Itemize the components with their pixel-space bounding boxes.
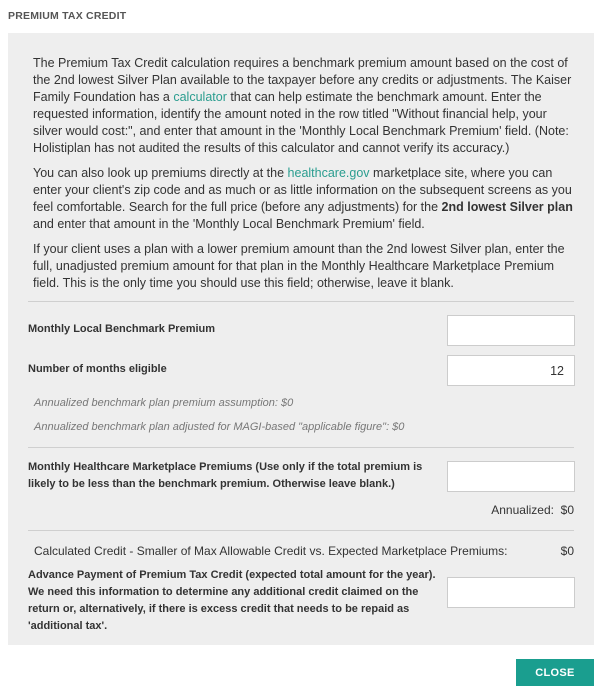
calculated-credit-value: $0 (560, 544, 574, 558)
intro-paragraph-1: The Premium Tax Credit calculation requires a benchmark premium amount based on the cost of the 2nd lowest Silver Plan available to the taxpayer before any credits or adjustments. The Kaiser Family Foundation has a calculator that can help estimate the benchmark amount. Enter the requested information, identify the amount noted in the row titled "Without financial help, your silver would cost:", and enter that amount in the 'Monthly Local Benchmark Premium' field. (Note: Holistiplan has not audited the results of this calculator and cannot verify its accuracy.) (33, 56, 572, 155)
divider (28, 447, 574, 448)
benchmark-premium-label: Monthly Local Benchmark Premium (28, 323, 216, 335)
advance-payment-input[interactable] (447, 577, 575, 608)
content-panel (8, 33, 594, 645)
close-button[interactable]: CLOSE (516, 659, 594, 686)
annualized-readout (491, 503, 574, 517)
benchmark-premium-input[interactable] (447, 315, 575, 346)
divider (28, 301, 574, 302)
calculated-credit-row (34, 544, 574, 558)
dialog-title: PREMIUM TAX CREDIT (8, 10, 127, 22)
marketplace-premiums-label: Monthly Healthcare Marketplace Premiums (Use only if the total premium is likely to be less than the benchmark premium. Otherwise leave blank.) (28, 461, 423, 490)
months-eligible-label: Number of months eligible (28, 363, 167, 375)
annualized-adjusted-note: Annualized benchmark plan adjusted for MAGI-based "applicable figure": $0 (34, 421, 405, 433)
calculator-link[interactable]: calculator (173, 90, 227, 104)
annualized-label: Annualized: (491, 503, 554, 517)
annualized-assumption-note: Annualized benchmark plan premium assumption: $0 (34, 397, 294, 409)
advance-payment-label: Advance Payment of Premium Tax Credit (expected total amount for the year). We need this information to determine any additional credit claimed on the return or, alternatively, if there is excess credit that needs to be repaid as 'additional tax'. (28, 569, 436, 632)
divider (28, 530, 574, 531)
months-eligible-input[interactable] (447, 355, 575, 386)
intro-paragraph-2: You can also look up premiums directly at the healthcare.gov marketplace site, where you can enter your client's zip code and as much or as little information on the subsequent screens as you feel comfortable. Search for the full price (before any adjustments) for the 2nd lowest Silver plan and enter that amount in the 'Monthly Local Benchmark Premium' field. (33, 166, 573, 231)
annualized-value: $0 (560, 503, 574, 517)
marketplace-premiums-input[interactable] (447, 461, 575, 492)
intro-paragraph-3: If your client uses a plan with a lower premium amount than the 2nd lowest Silver plan, enter the full, unadjusted premium amount for that plan in the Monthly Healthcare Marketplace Premium field. This is the only time you should use this field; otherwise, leave it blank. (33, 242, 565, 290)
healthcare-gov-link[interactable]: healthcare.gov (287, 166, 370, 180)
intro-text (33, 55, 578, 300)
calculated-credit-label: Calculated Credit - Smaller of Max Allowable Credit vs. Expected Marketplace Premiums: (34, 544, 508, 558)
